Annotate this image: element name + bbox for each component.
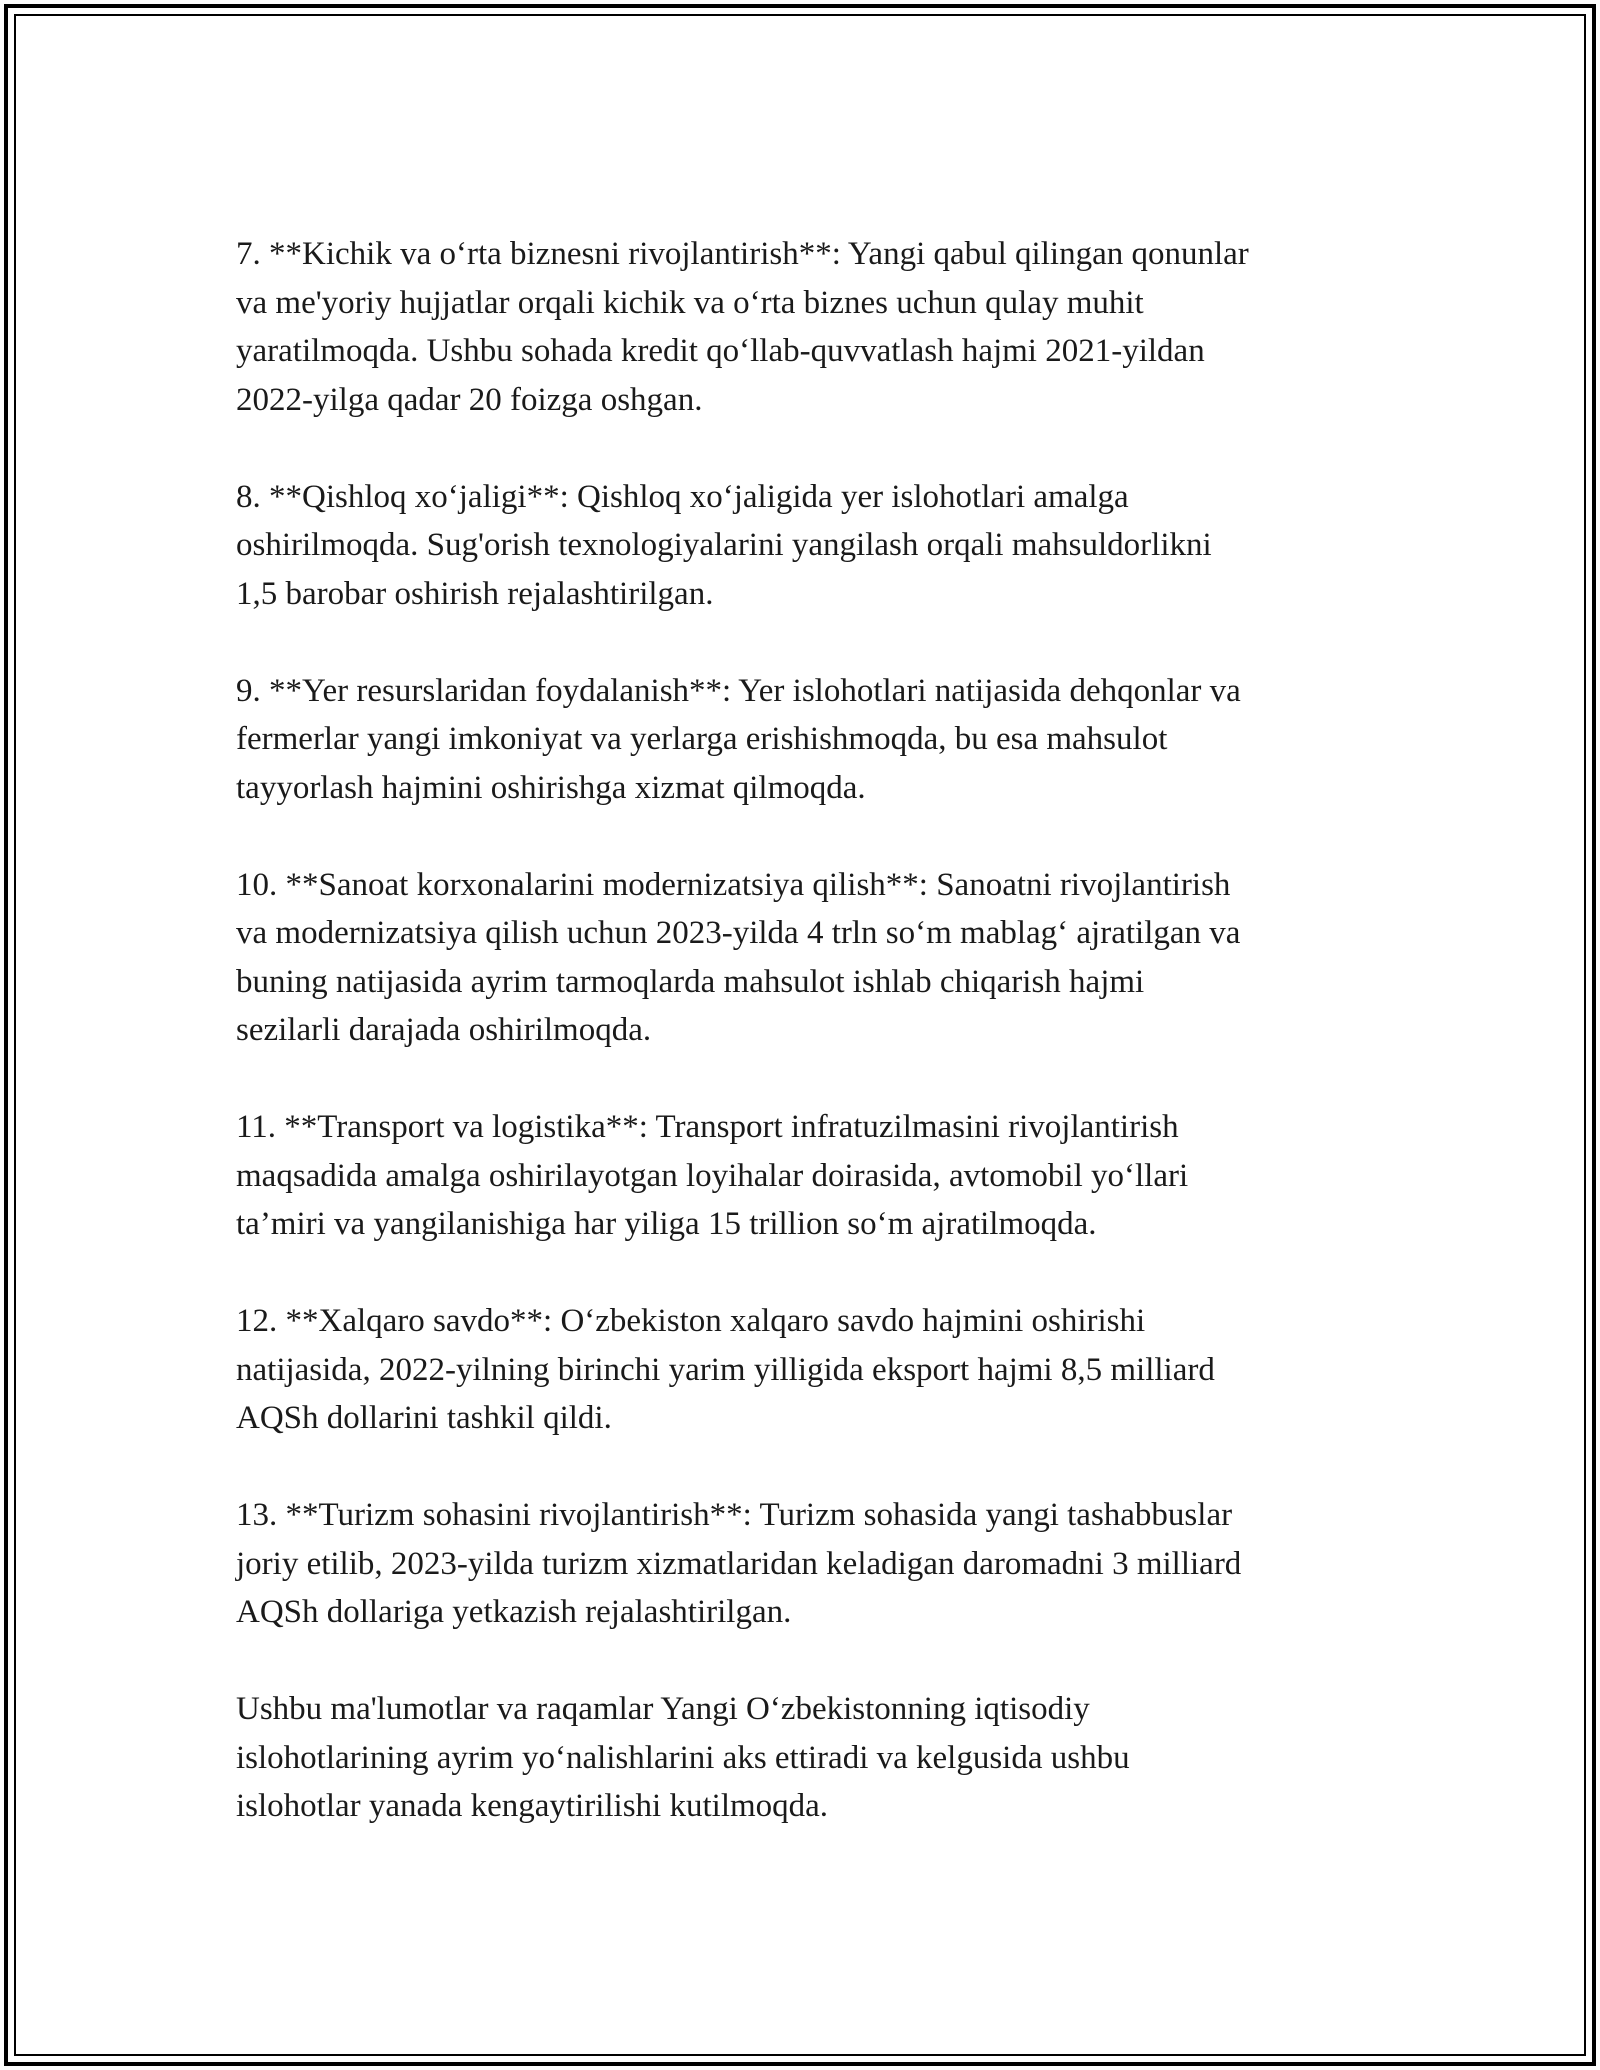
text-line: islohotlarining ayrim yo‘nalishlarini aks ettiradi va kelgusida ushbu xyxy=(236,1739,1130,1776)
text-line: AQSh dollarini tashkil qildi. xyxy=(236,1400,612,1436)
text-line: joriy etilib, 2023-yilda turizm xizmatlaridan keladigan daromadni 3 milliard xyxy=(236,1545,1242,1582)
text-line: 9. **Yer resurslaridan foydalanish**: Yer islohotlari natijasida dehqonlar va xyxy=(236,672,1241,709)
paragraph-item-9 xyxy=(236,667,1376,813)
text-line: 11. **Transport va logistika**: Transport infratuzilmasini rivojlantirish xyxy=(236,1109,1179,1145)
text-line: ta’miri va yangilanishiga har yiliga 15 trillion so‘m ajratilmoqda. xyxy=(236,1206,1097,1242)
text-line: 8. **Qishloq xo‘jaligi**: Qishloq xo‘jaligida yer islohotlari amalga xyxy=(236,478,1129,515)
text-line: AQSh dollariga yetkazish rejalashtirilgan. xyxy=(236,1594,792,1630)
paragraph-item-13 xyxy=(236,1491,1376,1637)
text-line: 13. **Turizm sohasini rivojlantirish**: Turizm sohasida yangi tashabbuslar xyxy=(236,1497,1233,1533)
paragraph-item-11 xyxy=(236,1103,1376,1249)
text-line: 7. **Kichik va o‘rta biznesni rivojlantirish**: Yangi qabul qilingan qonunlar xyxy=(236,236,1249,272)
text-line: islohotlar yanada kengaytirilishi kutilmoqda. xyxy=(236,1788,829,1824)
text-line: yaratilmoqda. Ushbu sohada kredit qo‘llab-quvvatlash hajmi 2021-yildan xyxy=(236,333,1205,369)
paragraph-item-7 xyxy=(236,230,1376,424)
text-line: Ushbu ma'lumotlar va raqamlar Yangi O‘zbekistonning iqtisodiy xyxy=(236,1691,1090,1727)
text-line: fermerlar yangi imkoniyat va yerlarga erishishmoqda, bu esa mahsulot xyxy=(236,721,1168,757)
text-line: va me'yoriy hujjatlar orqali kichik va o‘rta biznes uchun qulay muhit xyxy=(236,284,1144,321)
text-line: 12. **Xalqaro savdo**: O‘zbekiston xalqaro savdo hajmini oshirishi xyxy=(236,1303,1146,1339)
text-line: 2022-yilga qadar 20 foizga oshgan. xyxy=(236,381,703,418)
paragraph-item-10 xyxy=(236,861,1376,1055)
paragraph-item-8 xyxy=(236,473,1376,619)
text-line: oshirilmoqda. Sug'orish texnologiyalarini yangilash orqali mahsuldorlikni xyxy=(236,527,1212,563)
text-line: natijasida, 2022-yilning birinchi yarim yilligida eksport hajmi 8,5 milliard xyxy=(236,1351,1215,1388)
text-line: 1,5 barobar oshirish rejalashtirilgan. xyxy=(236,575,714,612)
text-line: buning natijasida ayrim tarmoqlarda mahsulot ishlab chiqarish hajmi xyxy=(236,963,1145,1000)
paragraph-item-12 xyxy=(236,1297,1376,1443)
paragraph-conclusion xyxy=(236,1685,1376,1831)
text-line: va modernizatsiya qilish uchun 2023-yilda 4 trln so‘m mablag‘ ajratilgan va xyxy=(236,915,1241,951)
text-line: sezilarli darajada oshirilmoqda. xyxy=(236,1012,652,1048)
document-body xyxy=(236,230,1376,1879)
text-line: 10. **Sanoat korxonalarini modernizatsiya qilish**: Sanoatni rivojlantirish xyxy=(236,866,1231,903)
text-line: tayyorlash hajmini oshirishga xizmat qilmoqda. xyxy=(236,769,866,806)
text-line: maqsadida amalga oshirilayotgan loyihalar doirasida, avtomobil yo‘llari xyxy=(236,1157,1189,1194)
